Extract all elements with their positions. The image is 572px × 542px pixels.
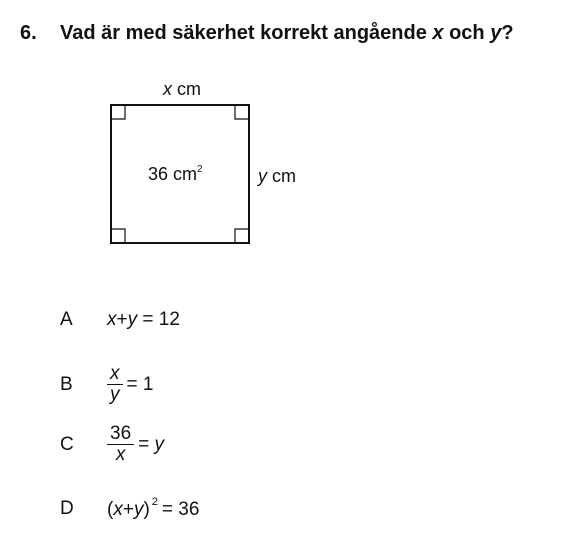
option-a-plus: +: [116, 309, 128, 330]
option-d-y: y: [133, 499, 144, 520]
option-d[interactable]: [60, 496, 199, 521]
option-a-rhs: = 12: [142, 309, 180, 330]
option-c-fraction: [107, 424, 134, 465]
option-a[interactable]: [60, 309, 180, 331]
option-c-equals: =: [138, 433, 150, 455]
width-label-var: x: [163, 79, 172, 99]
width-label: [163, 79, 201, 100]
option-c[interactable]: [60, 424, 164, 465]
option-c-expression: [107, 424, 164, 465]
option-d-rhs: = 36: [161, 499, 200, 520]
right-angle-marker-bottom-left: [111, 229, 125, 243]
question-var-y: y: [490, 22, 502, 44]
height-label-var: y: [258, 166, 267, 186]
option-b[interactable]: [60, 364, 153, 405]
width-label-unit: cm: [172, 79, 201, 99]
height-label: [258, 166, 296, 187]
rectangle-figure: [100, 76, 320, 256]
option-b-rhs: = 1: [126, 373, 154, 395]
option-d-expression: [107, 496, 199, 521]
option-d-x: x: [113, 499, 123, 520]
question-text-middle: och: [443, 22, 491, 44]
right-angle-marker-top-right: [235, 105, 249, 119]
right-angle-marker-top-left: [111, 105, 125, 119]
option-b-letter: B: [60, 373, 73, 395]
option-a-x: x: [107, 309, 117, 330]
option-d-close-paren: ): [143, 499, 150, 520]
option-c-letter: C: [60, 433, 74, 455]
option-b-numerator: x: [107, 364, 123, 385]
question-text-end: ?: [501, 22, 514, 44]
question-number: 6.: [20, 22, 37, 44]
option-c-denominator: x: [115, 444, 126, 465]
right-angle-marker-bottom-right: [235, 229, 249, 243]
option-c-numerator: 36: [107, 424, 134, 445]
area-exponent: 2: [197, 164, 203, 175]
option-b-denominator: y: [110, 384, 120, 405]
option-d-letter: D: [60, 497, 74, 519]
area-value: 36 cm: [148, 164, 198, 184]
question-text: [20, 22, 514, 45]
option-a-y: y: [127, 309, 138, 330]
question-var-x: x: [432, 22, 444, 44]
option-b-expression: [107, 364, 153, 405]
option-c-y: y: [154, 433, 165, 455]
question-text-before: Vad är med säkerhet korrekt angående: [60, 22, 433, 44]
option-a-expression: [107, 309, 180, 331]
option-b-fraction: [107, 364, 123, 405]
option-d-plus: +: [122, 499, 134, 520]
area-label: [148, 164, 203, 185]
option-a-letter: A: [60, 309, 73, 330]
option-d-open-paren: (: [107, 499, 114, 520]
height-label-unit: cm: [267, 166, 296, 186]
option-d-exponent: 2: [151, 496, 158, 508]
